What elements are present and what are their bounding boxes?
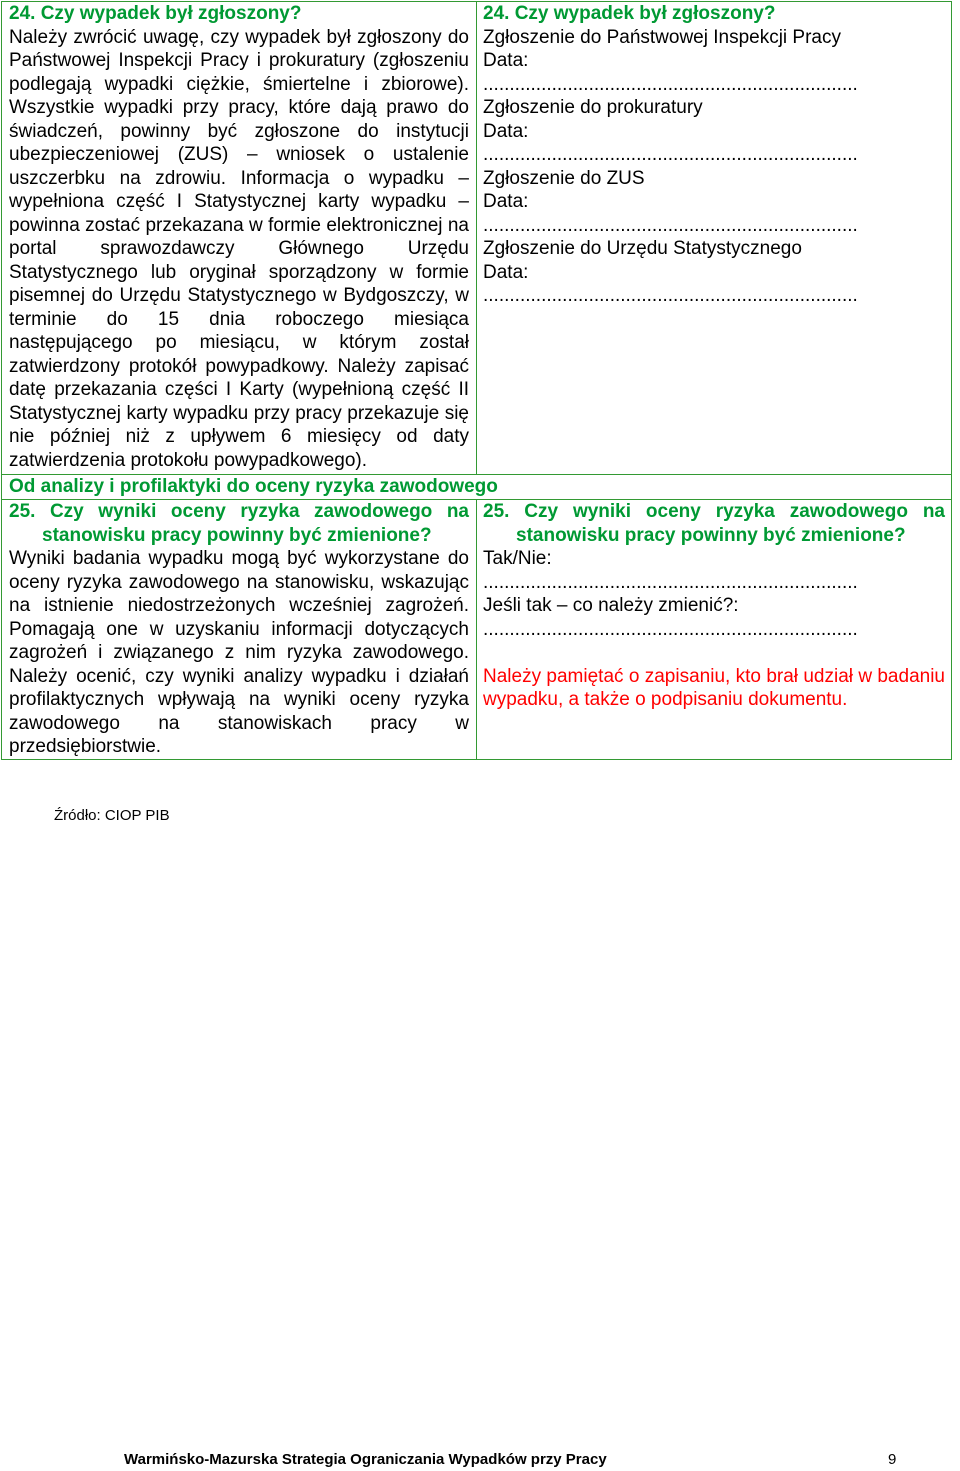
page-number: 9 — [888, 1451, 897, 1468]
yes-no-label: Tak/Nie: — [483, 548, 552, 569]
section-title: Od analizy i profilaktyki do oceny ryzyka zawodowego — [2, 474, 951, 500]
footer-title: Warmińsko-Mazurska Strategia Ograniczania Wypadków przy Pracy — [124, 1451, 607, 1468]
prosecutor-report-label: Zgłoszenie do prokuratury — [483, 97, 703, 118]
yes-no-field[interactable]: ....................................................................... — [483, 571, 858, 593]
pip-date-label: Data: — [483, 50, 529, 71]
pip-date-field[interactable]: ....................................................................... — [483, 73, 858, 95]
source-note: Źródło: CIOP PIB — [54, 807, 170, 824]
signature-reminder: Należy pamiętać o zapisaniu, kto brał udział w badaniu wypadku, a także o podpisaniu dokumentu. — [483, 665, 945, 710]
section-25-form — [477, 500, 951, 759]
section-24-guidance-text: Należy zwrócić uwagę, czy wypadek był zgłoszony do Państwowej Inspekcji Pracy i prokuratury (zgłoszeniu podlegają wypadki ciężkie, śmiertelne i zbiorowe). Wszystkie wypadki przy pracy, które dają prawo do świadczeń, powinny być zgłoszone do instytucji ubezpieczeniowej (ZUS) – wniosek o ustalenie uszczerbku na zdrowiu. Informacja o wypadku – wypełniona część I Statystycznej karty wypadku – powinna zostać przekazana w formie elektronicznej na portal sprawozdawczy Głównego Urzędu Statystycznego lub oryginał sporządzony w formie pisemnej do Urzędu Statystycznego w Bydgoszczy, w terminie do 15 dnia roboczego miesiąca następującego po miesiącu, w którym został zatwierdzony protokół powypadkowy. Należy zapisać datę przekazania części I Karty (wypełnioną część II Statystycznej karty wypadku przy pracy przekazuje się nie później niż z upływem 6 miesięcy od daty zatwierdzenia protokołu powypadkowego). — [9, 26, 469, 471]
section-25-guidance-text: Wyniki badania wypadku mogą być wykorzystane do oceny ryzyka zawodowego na stanowisku, wskazując na istnienie niedostrzeżonych wcześniej zagrożeń. Pomagają one w uzyskaniu informacji dotyczących zagrożeń i związanego z nim ryzyka zawodowego. Należy ocenić, czy wyniki analizy wypadku i działań profilaktycznych wpływają na wyniki oceny ryzyka zawodowego na stanowiskach pracy w przedsiębiorstwie. — [9, 548, 469, 757]
statistics-office-report-label: Zgłoszenie do Urzędu Statystycznego — [483, 238, 802, 259]
zus-date-field[interactable]: ....................................................................... — [483, 214, 858, 236]
pip-report-label: Zgłoszenie do Państwowej Inspekcji Pracy — [483, 26, 842, 48]
section-25-left-heading: 25. Czy wyniki oceny ryzyka zawodowego na stanowisku pracy powinny być zmienione? — [9, 501, 469, 546]
zus-report-label: Zgłoszenie do ZUS — [483, 167, 645, 189]
section-25-guidance — [2, 500, 477, 759]
statistics-office-date-field[interactable]: ....................................................................... — [483, 285, 858, 306]
section-24-left-heading: 24. Czy wypadek był zgłoszony? — [9, 3, 302, 24]
prosecutor-date-field[interactable]: ....................................................................... — [483, 144, 858, 165]
form-table — [1, 1, 952, 760]
statistics-office-date-label: Data: — [483, 261, 529, 283]
section-25-right-heading: 25. Czy wyniki oceny ryzyka zawodowego na stanowisku pracy powinny być zmienione? — [483, 501, 945, 546]
section-24-right-heading: 24. Czy wypadek był zgłoszony? — [483, 3, 776, 24]
section-25-row — [2, 500, 951, 759]
section-24-row — [2, 2, 951, 474]
spacer — [483, 641, 945, 665]
change-label: Jeśli tak – co należy zmienić?: — [483, 595, 739, 616]
zus-date-label: Data: — [483, 191, 529, 212]
change-field[interactable]: ....................................................................... — [483, 618, 858, 640]
prosecutor-date-label: Data: — [483, 120, 529, 142]
section-24-guidance — [2, 2, 477, 474]
section-24-form — [477, 2, 951, 474]
